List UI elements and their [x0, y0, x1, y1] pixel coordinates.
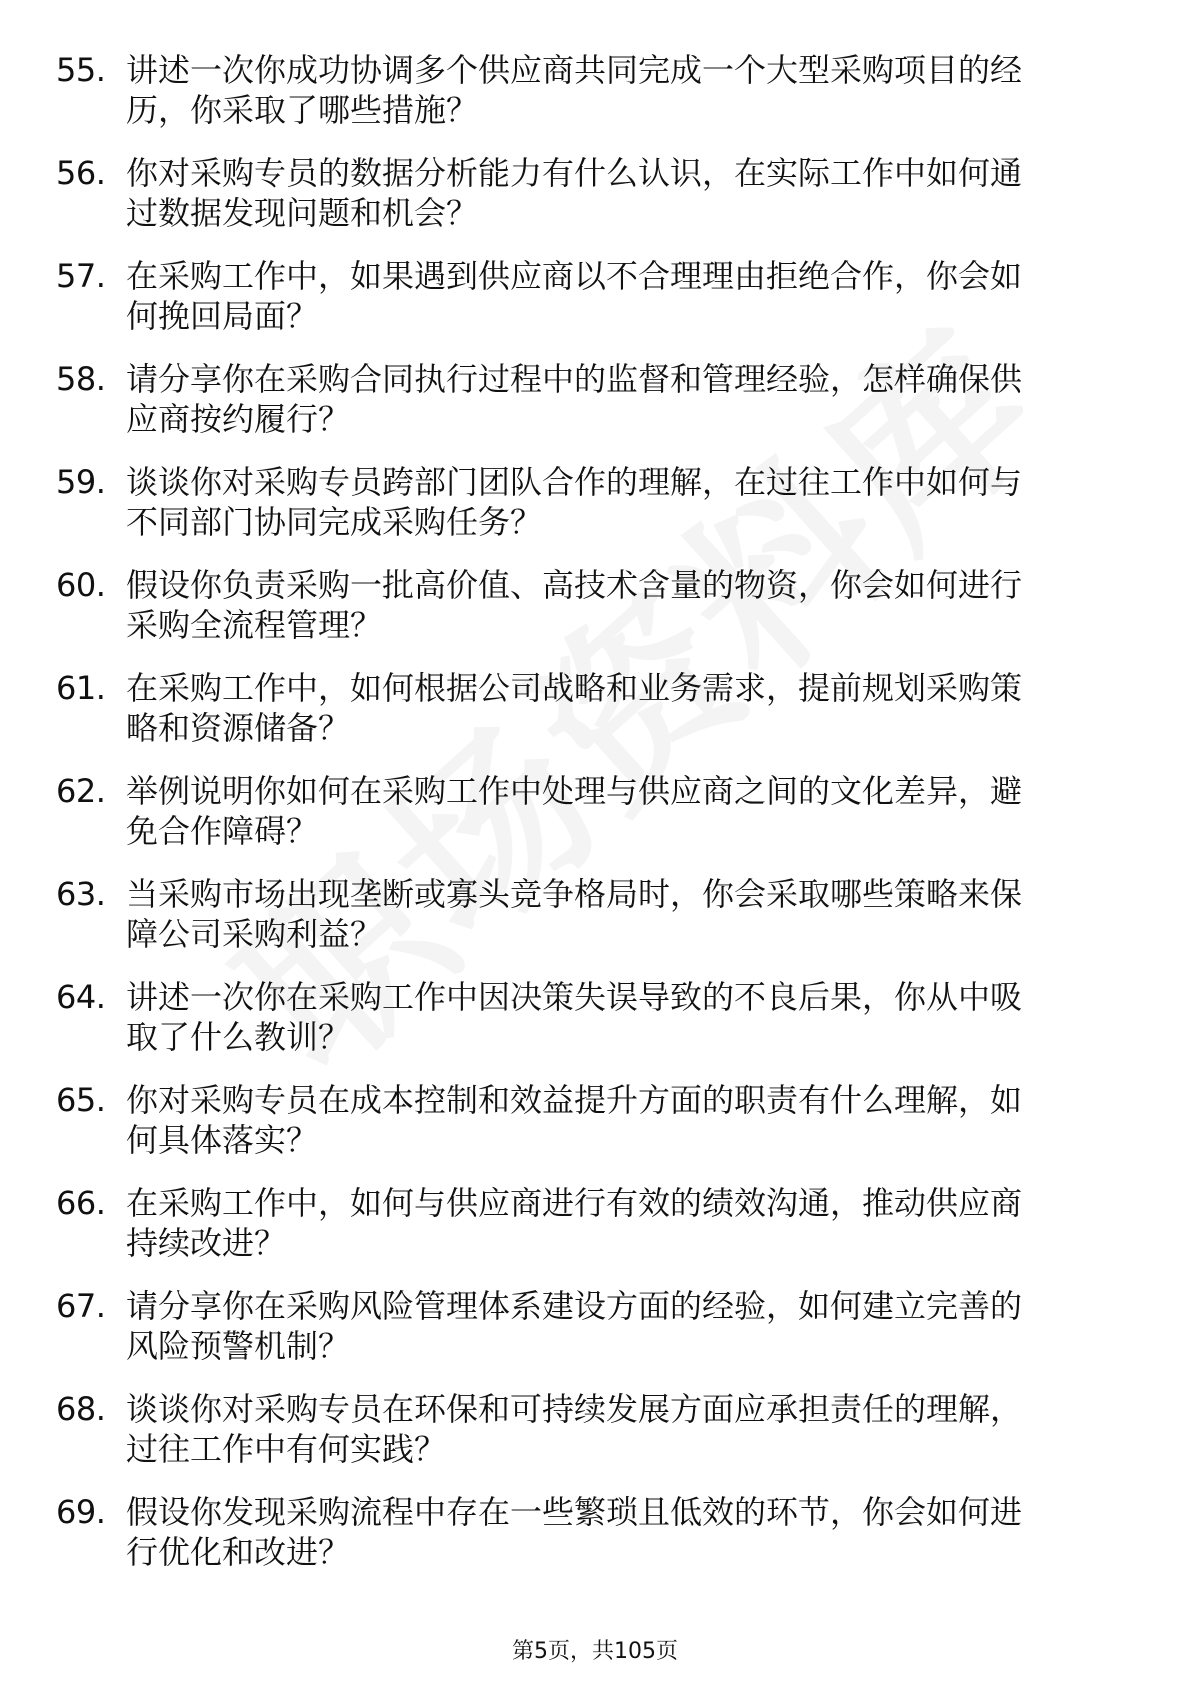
question-item: [0, 1183, 1190, 1286]
question-text: [126, 1183, 1126, 1263]
question-number: 69.: [56, 1493, 106, 1531]
question-number: 64.: [56, 978, 106, 1016]
question-text: [126, 771, 1126, 851]
question-line: 在采购工作中，如何根据公司战略和业务需求，提前规划采购策: [126, 669, 1023, 707]
question-text: [126, 668, 1126, 748]
question-line: 讲述一次你成功协调多个供应商共同完成一个大型采购项目的经: [126, 51, 1023, 89]
question-number: 68.: [56, 1390, 106, 1428]
page-footer: [0, 1638, 1190, 1666]
question-line: 假设你负责采购一批高价值、高技术含量的物资，你会如何进行: [126, 566, 1023, 604]
question-line: 历，你采取了哪些措施？: [126, 91, 479, 129]
question-line: 障公司采购利益？: [126, 915, 383, 953]
question-line: 略和资源储备？: [126, 709, 351, 747]
page-number-label: 第5页，共105页: [512, 1639, 678, 1664]
question-line: 讲述一次你在采购工作中因决策失误导致的不良后果，你从中吸: [126, 978, 1023, 1016]
question-text: [126, 153, 1126, 233]
question-line: 免合作障碍？: [126, 812, 319, 850]
question-item: [0, 1492, 1190, 1595]
question-item: [0, 565, 1190, 668]
question-line: 举例说明你如何在采购工作中处理与供应商之间的文化差异，避: [126, 772, 1023, 810]
question-line: 风险预警机制？: [126, 1327, 351, 1365]
question-number: 58.: [56, 360, 106, 398]
question-item: [0, 462, 1190, 565]
question-line: 应商按约履行？: [126, 400, 351, 438]
question-text: [126, 256, 1126, 336]
question-number: 60.: [56, 566, 106, 604]
question-number: 59.: [56, 463, 106, 501]
question-number: 62.: [56, 772, 106, 810]
question-text: [126, 1389, 1126, 1469]
question-item: [0, 153, 1190, 256]
question-line: 请分享你在采购风险管理体系建设方面的经验，如何建立完善的: [126, 1287, 1023, 1325]
question-line: 行优化和改进？: [126, 1533, 351, 1571]
question-item: [0, 771, 1190, 874]
question-text: [126, 50, 1126, 130]
question-item: [0, 977, 1190, 1080]
question-line: 过数据发现问题和机会？: [126, 194, 479, 232]
question-line: 不同部门协同完成采购任务？: [126, 503, 543, 541]
question-number: 56.: [56, 154, 106, 192]
question-line: 在采购工作中，如果遇到供应商以不合理理由拒绝合作，你会如: [126, 257, 1023, 295]
question-number: 65.: [56, 1081, 106, 1119]
question-text: [126, 359, 1126, 439]
question-text: [126, 977, 1126, 1057]
question-number: 66.: [56, 1184, 106, 1222]
question-line: 持续改进？: [126, 1224, 287, 1262]
question-text: [126, 565, 1126, 645]
question-line: 取了什么教训？: [126, 1018, 351, 1056]
question-text: [126, 462, 1126, 542]
question-item: [0, 1389, 1190, 1492]
question-number: 61.: [56, 669, 106, 707]
question-item: [0, 668, 1190, 771]
question-text: [126, 874, 1126, 954]
question-line: 在采购工作中，如何与供应商进行有效的绩效沟通，推动供应商: [126, 1184, 1023, 1222]
question-item: [0, 1286, 1190, 1389]
question-number: 57.: [56, 257, 106, 295]
question-item: [0, 874, 1190, 977]
question-text: [126, 1080, 1126, 1160]
question-number: 67.: [56, 1287, 106, 1325]
question-item: [0, 359, 1190, 462]
question-item: [0, 50, 1190, 153]
question-number: 63.: [56, 875, 106, 913]
question-line: 谈谈你对采购专员在环保和可持续发展方面应承担责任的理解，: [126, 1390, 1023, 1428]
question-line: 请分享你在采购合同执行过程中的监督和管理经验，怎样确保供: [126, 360, 1023, 398]
question-text: [126, 1286, 1126, 1366]
question-line: 当采购市场出现垄断或寡头竞争格局时，你会采取哪些策略来保: [126, 875, 1023, 913]
question-item: [0, 256, 1190, 359]
question-line: 何挽回局面？: [126, 297, 319, 335]
question-line: 你对采购专员的数据分析能力有什么认识，在实际工作中如何通: [126, 154, 1023, 192]
question-line: 何具体落实？: [126, 1121, 319, 1159]
question-item: [0, 1080, 1190, 1183]
question-number: 55.: [56, 51, 106, 89]
question-line: 过往工作中有何实践？: [126, 1430, 447, 1468]
question-line: 假设你发现采购流程中存在一些繁琐且低效的环节，你会如何进: [126, 1493, 1023, 1531]
question-text: [126, 1492, 1126, 1572]
question-line: 谈谈你对采购专员跨部门团队合作的理解，在过往工作中如何与: [126, 463, 1023, 501]
question-list: [0, 50, 1190, 1595]
question-line: 采购全流程管理？: [126, 606, 383, 644]
question-line: 你对采购专员在成本控制和效益提升方面的职责有什么理解，如: [126, 1081, 1023, 1119]
